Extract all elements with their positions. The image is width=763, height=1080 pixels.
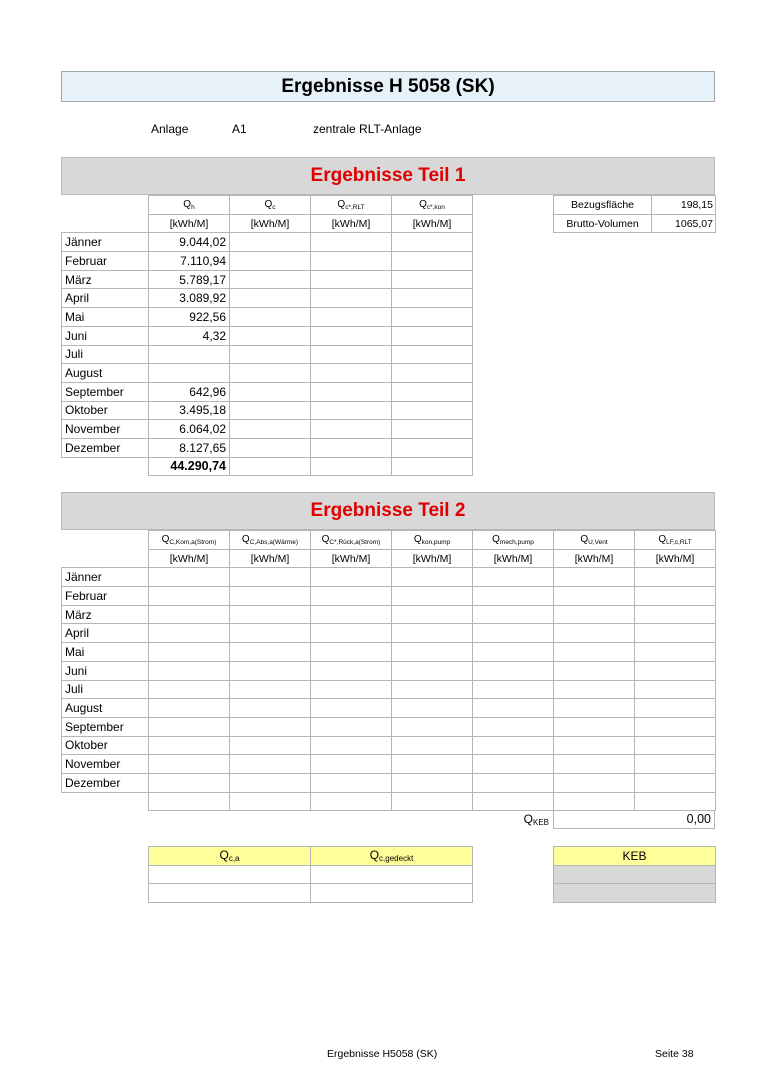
value-cell	[392, 382, 473, 401]
table-row	[62, 661, 716, 680]
column-header	[230, 196, 311, 215]
value-cell	[554, 624, 635, 643]
total-cell	[392, 457, 473, 476]
column-header-sub: c*,kon	[426, 203, 445, 211]
value-cell	[635, 643, 716, 662]
month-label: Juni	[62, 326, 149, 345]
column-header	[311, 531, 392, 550]
value-cell	[230, 661, 311, 680]
value-cell	[149, 773, 230, 792]
value-cell	[473, 587, 554, 606]
month-label: Dezember	[62, 773, 149, 792]
value-cell	[230, 252, 311, 271]
keb-table	[553, 846, 716, 903]
value-cell	[230, 345, 311, 364]
value-cell: 5.789,17	[149, 270, 230, 289]
table-row	[62, 587, 716, 606]
value-cell	[149, 364, 230, 383]
value-cell	[230, 438, 311, 457]
value-cell: 6.064,02	[149, 420, 230, 439]
column-header-sub: h	[191, 203, 195, 211]
value-cell	[473, 755, 554, 774]
value-cell	[311, 438, 392, 457]
column-header	[554, 531, 635, 550]
empty-cell	[62, 457, 149, 476]
total-cell	[230, 792, 311, 811]
month-label: Juni	[62, 661, 149, 680]
value-cell	[311, 661, 392, 680]
value-cell	[149, 605, 230, 624]
month-label: Juli	[62, 680, 149, 699]
value-cell	[392, 438, 473, 457]
value-cell: 642,96	[149, 382, 230, 401]
value-cell	[554, 605, 635, 624]
keb-row	[554, 865, 716, 884]
table-row	[62, 401, 473, 420]
value-cell	[311, 643, 392, 662]
value-cell	[392, 699, 473, 718]
value-cell	[230, 382, 311, 401]
results-table-teil2	[61, 530, 716, 811]
column-header-sub: c	[272, 203, 276, 211]
column-header	[149, 531, 230, 550]
unit-row	[62, 214, 473, 233]
table-row	[62, 605, 716, 624]
column-header-sub: U,Vent	[588, 538, 608, 546]
table-row	[62, 643, 716, 662]
unit-cell: [kWh/M]	[311, 214, 392, 233]
value-cell	[149, 736, 230, 755]
qc-cell	[311, 884, 473, 903]
column-header-sub: C,Kom,a(Strom)	[169, 538, 217, 546]
total-cell	[230, 457, 311, 476]
value-cell	[635, 587, 716, 606]
reference-value: 198,15	[652, 196, 716, 215]
unit-row	[62, 549, 716, 568]
table-row	[62, 364, 473, 383]
value-cell	[149, 755, 230, 774]
total-cell	[554, 792, 635, 811]
value-cell	[554, 755, 635, 774]
unit-cell: [kWh/M]	[392, 214, 473, 233]
column-header	[473, 531, 554, 550]
value-cell	[149, 624, 230, 643]
value-cell	[392, 568, 473, 587]
value-cell	[473, 661, 554, 680]
value-cell	[311, 420, 392, 439]
value-cell	[473, 773, 554, 792]
month-label: Mai	[62, 308, 149, 327]
table-row	[62, 699, 716, 718]
value-cell	[392, 308, 473, 327]
value-cell	[635, 699, 716, 718]
value-cell	[473, 680, 554, 699]
value-cell	[635, 568, 716, 587]
qkeb-label	[510, 810, 552, 828]
unit-cell: [kWh/M]	[149, 549, 230, 568]
qc-a-q: Q	[219, 848, 229, 863]
value-cell	[149, 717, 230, 736]
table-row	[62, 420, 473, 439]
value-cell	[311, 270, 392, 289]
value-cell	[392, 736, 473, 755]
month-label: Oktober	[62, 401, 149, 420]
qc-row	[149, 884, 473, 903]
anlage-label: Anlage	[151, 122, 189, 136]
table-row	[62, 438, 473, 457]
value-cell	[311, 680, 392, 699]
unit-cell: [kWh/M]	[392, 549, 473, 568]
table-row	[62, 252, 473, 271]
qc-gedeckt-q: Q	[369, 848, 380, 863]
column-header-q: Q	[492, 533, 500, 545]
value-cell	[635, 736, 716, 755]
qc-row	[149, 865, 473, 884]
value-cell	[311, 401, 392, 420]
reference-row	[554, 196, 716, 215]
value-cell	[635, 661, 716, 680]
value-cell	[392, 624, 473, 643]
value-cell	[149, 680, 230, 699]
total-cell	[473, 792, 554, 811]
table-row	[62, 345, 473, 364]
column-header	[635, 531, 716, 550]
table-row	[62, 624, 716, 643]
value-cell: 3.495,18	[149, 401, 230, 420]
column-header-q: Q	[161, 533, 170, 545]
unit-cell: [kWh/M]	[635, 549, 716, 568]
value-cell	[392, 643, 473, 662]
table-row	[62, 680, 716, 699]
value-cell: 922,56	[149, 308, 230, 327]
column-header	[149, 196, 230, 215]
value-cell	[230, 736, 311, 755]
value-cell	[230, 587, 311, 606]
value-cell	[554, 643, 635, 662]
reference-label: Brutto-Volumen	[554, 214, 652, 233]
value-cell	[473, 568, 554, 587]
value-cell	[149, 568, 230, 587]
unit-cell: [kWh/M]	[473, 549, 554, 568]
empty-cell	[62, 214, 149, 233]
qc-cell	[149, 865, 311, 884]
section-heading-teil2	[61, 492, 715, 530]
anlage-id: A1	[232, 122, 247, 136]
empty-cell	[62, 792, 149, 811]
qkeb-q: Q	[523, 812, 533, 826]
value-cell	[311, 308, 392, 327]
column-header	[392, 531, 473, 550]
column-header-sub: kon,pump	[421, 538, 451, 546]
table-row	[62, 308, 473, 327]
table-row	[62, 736, 716, 755]
keb-cell	[554, 865, 716, 884]
column-header-sub: C*,Rück,a(Strom)	[329, 538, 381, 546]
column-header-q: Q	[337, 198, 346, 210]
column-header-q: Q	[183, 198, 192, 210]
value-cell	[149, 643, 230, 662]
value-cell: 4,32	[149, 326, 230, 345]
month-label: Juli	[62, 345, 149, 364]
qc-cell	[311, 865, 473, 884]
keb-header-row	[554, 847, 716, 866]
month-label: Jänner	[62, 233, 149, 252]
value-cell	[392, 587, 473, 606]
value-cell	[311, 364, 392, 383]
reference-row	[554, 214, 716, 233]
value-cell	[311, 699, 392, 718]
value-cell	[392, 717, 473, 736]
total-row	[62, 792, 716, 811]
table-row	[62, 382, 473, 401]
value-cell	[311, 326, 392, 345]
unit-cell: [kWh/M]	[311, 549, 392, 568]
value-cell	[392, 345, 473, 364]
qc-gedeckt-sub: c,gedeckt	[379, 854, 414, 864]
value-cell	[311, 289, 392, 308]
table-row	[62, 326, 473, 345]
qc-table	[148, 846, 473, 903]
value-cell	[554, 736, 635, 755]
value-cell	[311, 587, 392, 606]
value-cell	[230, 773, 311, 792]
value-cell	[635, 717, 716, 736]
total-cell	[635, 792, 716, 811]
value-cell: 9.044,02	[149, 233, 230, 252]
value-cell	[392, 252, 473, 271]
value-cell: 8.127,65	[149, 438, 230, 457]
anlage-description: zentrale RLT-Anlage	[313, 122, 422, 136]
value-cell	[230, 755, 311, 774]
footer-page-number: Seite 38	[655, 1048, 694, 1060]
column-header-q: Q	[580, 533, 589, 545]
value-cell	[392, 755, 473, 774]
month-label: Jänner	[62, 568, 149, 587]
total-cell: 44.290,74	[149, 457, 230, 476]
value-cell	[635, 773, 716, 792]
value-cell	[473, 605, 554, 624]
month-label: März	[62, 605, 149, 624]
value-cell	[149, 345, 230, 364]
column-header-q: Q	[241, 533, 250, 545]
month-label: November	[62, 420, 149, 439]
value-cell	[635, 624, 716, 643]
column-header-q: Q	[413, 533, 422, 545]
table-row	[62, 568, 716, 587]
value-cell	[473, 643, 554, 662]
value-cell	[392, 401, 473, 420]
page-title	[61, 71, 715, 102]
value-cell	[392, 420, 473, 439]
table-row	[62, 233, 473, 252]
column-header-sub: mech,pump	[499, 538, 534, 546]
results-table-teil1	[61, 195, 473, 476]
column-header-q: Q	[264, 198, 273, 210]
value-cell	[554, 680, 635, 699]
header-row	[62, 531, 716, 550]
value-cell	[311, 252, 392, 271]
value-cell	[230, 680, 311, 699]
column-header-sub: c*,RLT	[345, 203, 365, 211]
month-label: November	[62, 755, 149, 774]
total-cell	[392, 792, 473, 811]
value-cell	[554, 587, 635, 606]
value-cell	[230, 270, 311, 289]
unit-cell: [kWh/M]	[554, 549, 635, 568]
value-cell	[149, 699, 230, 718]
month-label: September	[62, 717, 149, 736]
qc-cell	[149, 884, 311, 903]
column-header	[392, 196, 473, 215]
value-cell	[311, 605, 392, 624]
total-cell	[311, 457, 392, 476]
unit-cell: [kWh/M]	[230, 214, 311, 233]
value-cell	[311, 755, 392, 774]
value-cell	[230, 643, 311, 662]
month-label: April	[62, 624, 149, 643]
month-label: August	[62, 699, 149, 718]
anlage-row	[0, 122, 763, 138]
value-cell	[230, 401, 311, 420]
total-cell	[149, 792, 230, 811]
column-header-sub: LF,c,RLT	[666, 538, 692, 546]
value-cell	[473, 699, 554, 718]
value-cell	[311, 773, 392, 792]
column-header	[311, 196, 392, 215]
month-label: Oktober	[62, 736, 149, 755]
value-cell	[311, 717, 392, 736]
value-cell	[392, 233, 473, 252]
value-cell	[392, 270, 473, 289]
value-cell	[311, 736, 392, 755]
value-cell	[473, 736, 554, 755]
value-cell	[149, 661, 230, 680]
value-cell	[473, 624, 554, 643]
reference-value: 1065,07	[652, 214, 716, 233]
value-cell	[230, 624, 311, 643]
value-cell: 7.110,94	[149, 252, 230, 271]
value-cell	[230, 289, 311, 308]
reference-label: Bezugsfläche	[554, 196, 652, 215]
value-cell	[554, 717, 635, 736]
qc-a-sub: c,a	[228, 854, 240, 864]
table-row	[62, 270, 473, 289]
empty-cell	[62, 549, 149, 568]
value-cell	[230, 308, 311, 327]
value-cell	[230, 420, 311, 439]
value-cell	[392, 289, 473, 308]
table-row	[62, 289, 473, 308]
value-cell	[230, 233, 311, 252]
value-cell	[392, 680, 473, 699]
month-label: Mai	[62, 643, 149, 662]
qc-gedeckt-header	[311, 847, 473, 866]
value-cell	[392, 326, 473, 345]
column-header-q: Q	[419, 198, 427, 210]
value-cell	[554, 568, 635, 587]
value-cell	[635, 755, 716, 774]
keb-header: KEB	[554, 847, 716, 866]
table-row	[62, 755, 716, 774]
qc-header-row	[149, 847, 473, 866]
column-header-q: Q	[658, 533, 667, 545]
month-label: Februar	[62, 587, 149, 606]
month-label: Februar	[62, 252, 149, 271]
unit-cell: [kWh/M]	[149, 214, 230, 233]
keb-row	[554, 884, 716, 903]
value-cell	[230, 717, 311, 736]
value-cell	[311, 568, 392, 587]
month-label: August	[62, 364, 149, 383]
value-cell	[554, 699, 635, 718]
empty-cell	[62, 531, 149, 550]
value-cell	[392, 364, 473, 383]
keb-cell	[554, 884, 716, 903]
column-header-q: Q	[321, 533, 330, 545]
value-cell: 3.089,92	[149, 289, 230, 308]
value-cell	[311, 345, 392, 364]
value-cell	[392, 605, 473, 624]
value-cell	[311, 624, 392, 643]
value-cell	[149, 587, 230, 606]
page-title-text: Ergebnisse H 5058 (SK)	[281, 75, 495, 97]
value-cell	[473, 717, 554, 736]
value-cell	[554, 773, 635, 792]
reference-values-table	[553, 195, 716, 233]
qkeb-sub: KEB	[532, 818, 549, 827]
month-label: April	[62, 289, 149, 308]
qc-a-header	[149, 847, 311, 866]
value-cell	[230, 568, 311, 587]
total-row	[62, 457, 473, 476]
section-heading-teil1-text: Ergebnisse Teil 1	[310, 165, 466, 186]
value-cell	[311, 233, 392, 252]
header-row	[62, 196, 473, 215]
section-heading-teil2-text: Ergebnisse Teil 2	[310, 500, 466, 521]
value-cell	[230, 364, 311, 383]
value-cell	[230, 699, 311, 718]
table-row	[62, 717, 716, 736]
value-cell	[230, 605, 311, 624]
section-heading-teil1	[61, 157, 715, 195]
table-row	[62, 773, 716, 792]
value-cell	[392, 661, 473, 680]
value-cell	[635, 680, 716, 699]
value-cell	[311, 382, 392, 401]
qkeb-value: 0,00	[553, 810, 715, 829]
total-cell	[311, 792, 392, 811]
column-header	[230, 531, 311, 550]
month-label: März	[62, 270, 149, 289]
month-label: September	[62, 382, 149, 401]
value-cell	[392, 773, 473, 792]
value-cell	[230, 326, 311, 345]
empty-cell	[62, 196, 149, 215]
month-label: Dezember	[62, 438, 149, 457]
unit-cell: [kWh/M]	[230, 549, 311, 568]
value-cell	[554, 661, 635, 680]
value-cell	[635, 605, 716, 624]
column-header-sub: C,Abs,a(Wärme)	[249, 538, 299, 546]
footer-title: Ergebnisse H5058 (SK)	[327, 1048, 438, 1060]
